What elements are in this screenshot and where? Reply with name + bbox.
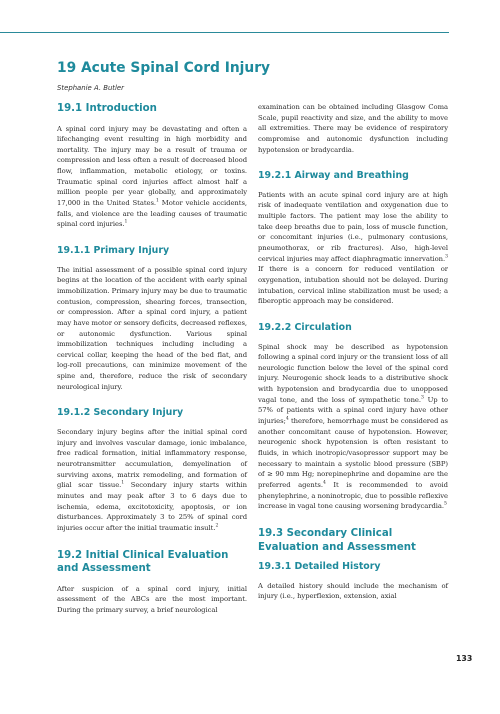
page-number: 133 (456, 654, 473, 663)
section-heading-introduction: 19.1 Introduction (57, 103, 157, 114)
section-heading-primary-injury: 19.1.1 Primary Injury (57, 245, 170, 257)
paragraph-primary-injury: The initial assessment of a possible spinal cord injury begins at the location of the accident with early spinal immobilization. Primary injury may be due to traumatic contusion, compression, shearing forces, transection, or compression. After a spinal cord injury, a patient may have motor or sensory deficits, decreased reflexes, or autonomic dysfunction. Various spinal immobilization techniques including including a cervical collar, keeping the head of the bed flat, and log-roll precautions, can minimize movement of the spine and, therefore, reduce the risk of secondary neurological injury. (57, 265, 247, 391)
right-column (258, 102, 448, 602)
section-heading-detailed-history: 19.3.1 Detailed History (258, 561, 381, 572)
paragraph-airway: Patients with an acute spinal cord injury are at high risk of inadequate ventilation and oxygenation due to multiple factors. The patient may lose the ability to take deep breaths due to pain, loss of muscle function, or concomitant injuries (i.e., pulmonary contusions, pneumothorax, or rib fractures). Also, high-level cervical injuries may affect diaphragmatic innervation.$^3$ If there is a concern for reduced ventilation or oxygenation, intubation should not be delayed. During intubation, cervical inline stabilization must be used; a fiberoptic approach may be considered. (258, 190, 448, 306)
section-heading-airway: 19.2.1 Airway and Breathing (258, 170, 409, 182)
paragraph-initial-evaluation: After suspicion of a spinal cord injury, initial assessment of the ABCs are the most important. During the primary survey, a brief neurological (57, 584, 247, 614)
section-heading-circulation: 19.2.2 Circulation (258, 322, 352, 333)
paragraph-secondary-injury: Secondary injury begins after the initial spinal cord injury and involves vascular damage, ionic imbalance, free radical formation, initial inflammatory response, neurotransmitter accumulation, demyelination of surviving axons, matrix remodeling, and formation of glial scar tissue.$^1$ Secondary injury starts within minutes and may peak after 3 to 6 days due to ischemia, edema, excitotoxicity, apoptosis, or ion disturbances. Approximately 3 to 25% of spinal cord injuries occur after the initial traumatic insult.$^2$ (57, 427, 247, 532)
chapter-author: Stephanie A. Butler (57, 84, 124, 92)
header-rule (0, 32, 449, 33)
section-heading-initial-evaluation: 19.2 Initial Clinical Evaluation and Assessment (57, 549, 229, 574)
section-heading-secondary-injury: 19.1.2 Secondary Injury (57, 407, 184, 419)
paragraph-circulation: Spinal shock may be described as hypotension following a spinal cord injury or the transient loss of all neurologic function below the level of the spinal cord injury. Neurogenic shock leads to a distributive shock with hypotension and bradycardia due to unopposed vagal tone, and the loss of sympathetic tone.$^3$ Up to 57% of patients with a spinal cord injury have other injuries;$^4$ therefore, hemorrhage must be considered as another concomitant cause of hypotension. However, neurogenic shock hypotension is often resistant to fluids, in which inotropic/vasopressor support may be necessary to maintain a systolic blood pressure (SBP) of ≥ 90 mm Hg; norepinephrine and dopamine are the preferred agents.$^4$ It is recommended to avoid phenylephrine, a noninotropic, due to possible reflexive increase in vagal tone causing worsening bradycardia.$^5$ (258, 342, 448, 511)
paragraph-introduction: A spinal cord injury may be devastating and often a lifechanging event resulting in high morbidity and mortality. The injury may be a result of trauma or compression and less often a result of decreased blood flow, inflammation, metabolic etiology, or toxins. Traumatic spinal cord injuries affect almost half a million people per year globally, and approximately 17,000 in the United States.$^1$ Motor vehicle accidents, falls, and violence are the leading causes of traumatic spinal cord injuries.$^1$ (57, 124, 247, 229)
section-heading-secondary-evaluation: 19.3 Secondary Clinical Evaluation and Assessment (258, 528, 416, 553)
left-column (57, 102, 247, 615)
chapter-title: 19 Acute Spinal Cord Injury (57, 60, 271, 76)
paragraph-detailed-history: A detailed history should include the mechanism of injury (i.e., hyperflexion, extension, axial (258, 581, 448, 601)
paragraph-initial-evaluation-continued: examination can be obtained including Glasgow Coma Scale, pupil reactivity and size, and the ability to move all extremities. There may be evidence of respiratory compromise and autonomic dysfunction including hypotension or bradycardia. (258, 103, 448, 154)
